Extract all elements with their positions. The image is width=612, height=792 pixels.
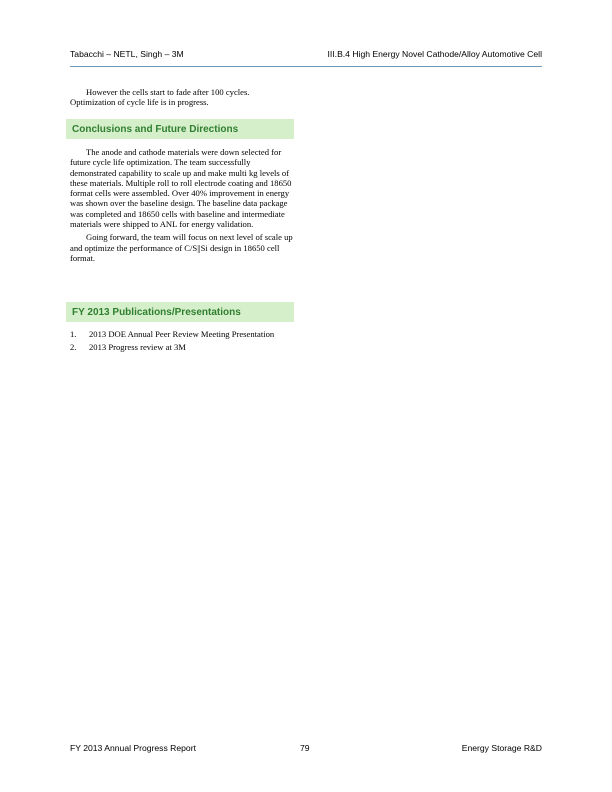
list-item	[70, 342, 294, 352]
intro-block	[70, 87, 294, 108]
list-item-text: 2013 Progress review at 3M	[89, 342, 186, 353]
publications-heading	[66, 302, 294, 322]
conclusions-title: Conclusions and Future Directions	[72, 123, 239, 135]
intro-paragraph: However the cells start to fade after 100 cycles. Optimization of cycle life is in progress.	[70, 87, 250, 108]
page-number: 79	[300, 743, 310, 753]
header-left: Tabacchi – NETL, Singh – 3M	[70, 49, 184, 59]
header-rule	[70, 66, 542, 67]
list-item	[70, 329, 294, 339]
header-right: III.B.4 High Energy Novel Cathode/Alloy Automotive Cell	[327, 49, 542, 59]
conclusions-paragraph-1: The anode and cathode materials were down selected for future cycle life optimization. The team successfully demonstrated capability to scale up and make multi kg levels of these materials. Multiple roll to roll electrode coating and 18650 format cells were assembled. Over 40% improvement in energy was shown over the baseline design. The baseline data package was completed and 18650 cells with baseline and intermediate materials were shipped to ANL for energy validation.	[70, 147, 292, 230]
publications-list	[70, 329, 294, 356]
page-header	[70, 49, 542, 59]
footer-section: Energy Storage R&D	[461, 743, 542, 753]
list-item-number: 2.	[70, 342, 77, 353]
conclusions-body	[70, 147, 294, 263]
list-item-text: 2013 DOE Annual Peer Review Meeting Presentation	[89, 329, 275, 339]
list-item-number: 1.	[70, 329, 77, 339]
conclusions-paragraph-2: Going forward, the team will focus on next level of scale up and optimize the performance of C/S||Si design in 18650 cell format.	[70, 232, 293, 263]
conclusions-heading	[66, 119, 294, 139]
footer-report-title: FY 2013 Annual Progress Report	[70, 743, 196, 753]
publications-title: FY 2013 Publications/Presentations	[72, 306, 241, 318]
